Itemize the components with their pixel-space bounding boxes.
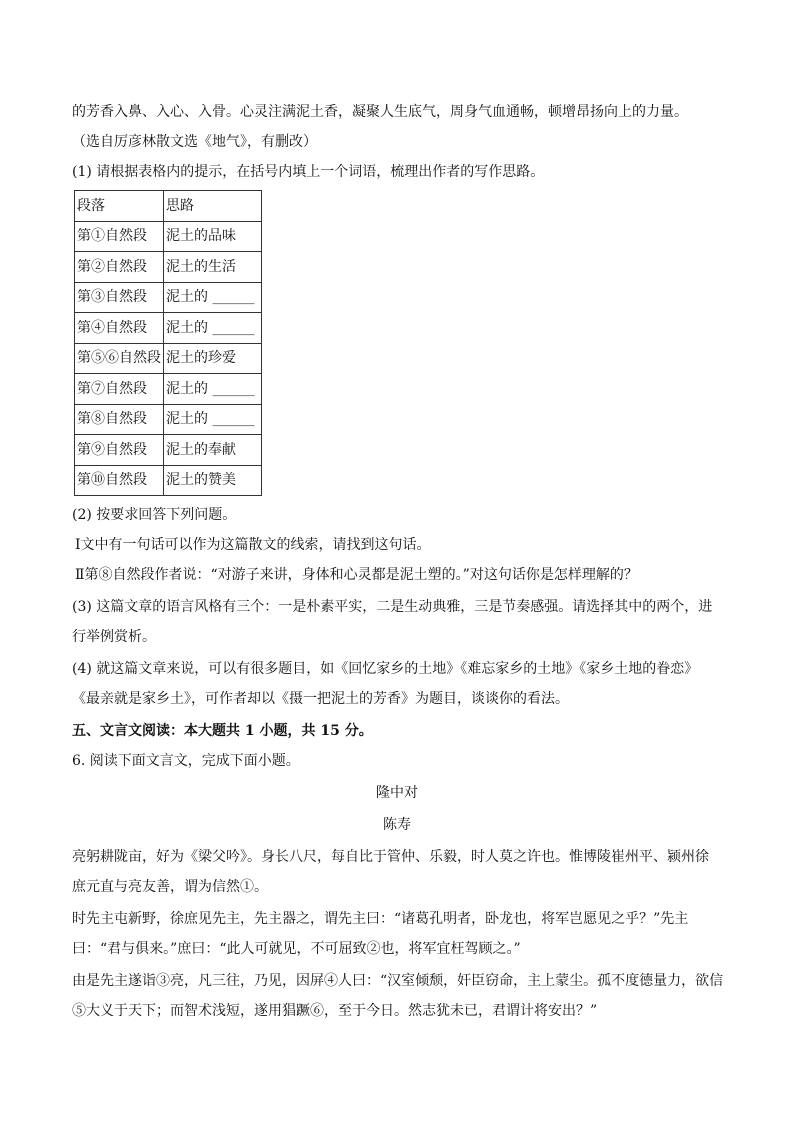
table-row: [75, 313, 262, 344]
table-cell: 第⑤⑥自然段: [75, 343, 164, 374]
passage-line: 亮躬耕陇亩，好为《梁父吟》。身长八尺，每自比于管仲、乐毅，时人莫之许也。惟博陵崔州平、颍州徐: [72, 849, 709, 865]
question-6: 6. 阅读下面文言文，完成下面小题。: [72, 753, 300, 769]
passage-line: ⑤大义于天下；而智术浅短，遂用猖蹶⑥，至于今日。然志犹未已，君谓计将安出？”: [72, 1003, 598, 1019]
table-cell-blank[interactable]: 泥土的 ______: [164, 313, 262, 344]
table-cell-blank[interactable]: 泥土的 ______: [164, 374, 262, 405]
table-cell: 泥土的生活: [164, 252, 262, 283]
table-header-cell: 段落: [75, 191, 164, 222]
question-3-line-1: (3) 这篇文章的语言风格有三个：一是朴素平实，二是生动典雅，三是节奏感强。请选择其中的两个，进: [72, 599, 713, 615]
source-citation: （选自厉彦林散文选《地气》，有删改）: [72, 134, 317, 150]
table-cell: 第②自然段: [75, 252, 164, 283]
table-row: [75, 252, 262, 283]
table-row: [75, 374, 262, 405]
table-cell: 第④自然段: [75, 313, 164, 344]
outline-table: [74, 190, 262, 496]
table-row: [75, 282, 262, 313]
passage-line: 时先主屯新野，徐庶见先主，先主器之，谓先主曰：“诸葛孔明者，卧龙也，将军岂愿见之乎？”先主: [72, 911, 689, 927]
table-cell-blank[interactable]: 泥土的 ______: [164, 282, 262, 313]
table-cell: 第⑧自然段: [75, 404, 164, 435]
question-4-line-1: (4) 就这篇文章来说，可以有很多题目，如《回忆家乡的土地》《难忘家乡的土地》《家乡土地的眷恋》: [72, 661, 699, 677]
passage-line: 庶元直与亮友善，谓为信然①。: [72, 879, 268, 895]
table-cell: 第⑦自然段: [75, 374, 164, 405]
table-row: [75, 343, 262, 374]
table-cell: 泥土的赞美: [164, 465, 262, 496]
table-row: [75, 435, 262, 466]
table-row: [75, 465, 262, 496]
paragraph-line: 的芳香入鼻、入心、入骨。心灵注满泥土香，凝聚人生底气，周身气血通畅，顿增昂扬向上的力量。: [72, 104, 688, 120]
table-header-cell: 思路: [164, 191, 262, 222]
table-row: [75, 404, 262, 435]
passage-line: 由是先主遂诣③亮，凡三往，乃见，因屏④人曰：“汉室倾颓，奸臣窃命，主上蒙尘。孤不度德量力，欲信: [72, 973, 724, 989]
question-4-line-2: 《最亲就是家乡土》，可作者却以《摄一把泥土的芳香》为题目，谈谈你的看法。: [72, 691, 569, 707]
table-cell: 泥土的品味: [164, 221, 262, 252]
table-cell-blank[interactable]: 泥土的 ______: [164, 404, 262, 435]
question-2-part-1: Ⅰ文中有一句话可以作为这篇散文的线索，请找到这句话。: [75, 537, 431, 553]
passage-title: 隆中对: [376, 785, 418, 801]
table-cell: 泥土的奉献: [164, 435, 262, 466]
question-1: (1) 请根据表格内的提示，在括号内填上一个词语，梳理出作者的写作思路。: [72, 164, 545, 180]
passage-line: 曰：“君与俱来。”庶曰：“此人可就见，不可屈致②也，将军宜枉驾顾之。”: [72, 941, 521, 957]
question-2: (2) 按要求回答下列问题。: [72, 507, 237, 523]
question-2-part-2: Ⅱ第⑧自然段作者说：“对游子来讲，身体和心灵都是泥土塑的。”对这句话你是怎样理解的？: [75, 567, 638, 583]
table-row: [75, 221, 262, 252]
table-cell: 第⑨自然段: [75, 435, 164, 466]
table-cell: 第③自然段: [75, 282, 164, 313]
table-cell: 第⑩自然段: [75, 465, 164, 496]
table-cell: 泥土的珍爱: [164, 343, 262, 374]
passage-author: 陈寿: [383, 817, 411, 833]
section-heading: 五、文言文阅读：本大题共 1 小题，共 15 分。: [72, 723, 373, 739]
table-cell: 第①自然段: [75, 221, 164, 252]
question-3-line-2: 行举例赏析。: [72, 629, 156, 645]
table-header-row: [75, 191, 262, 222]
